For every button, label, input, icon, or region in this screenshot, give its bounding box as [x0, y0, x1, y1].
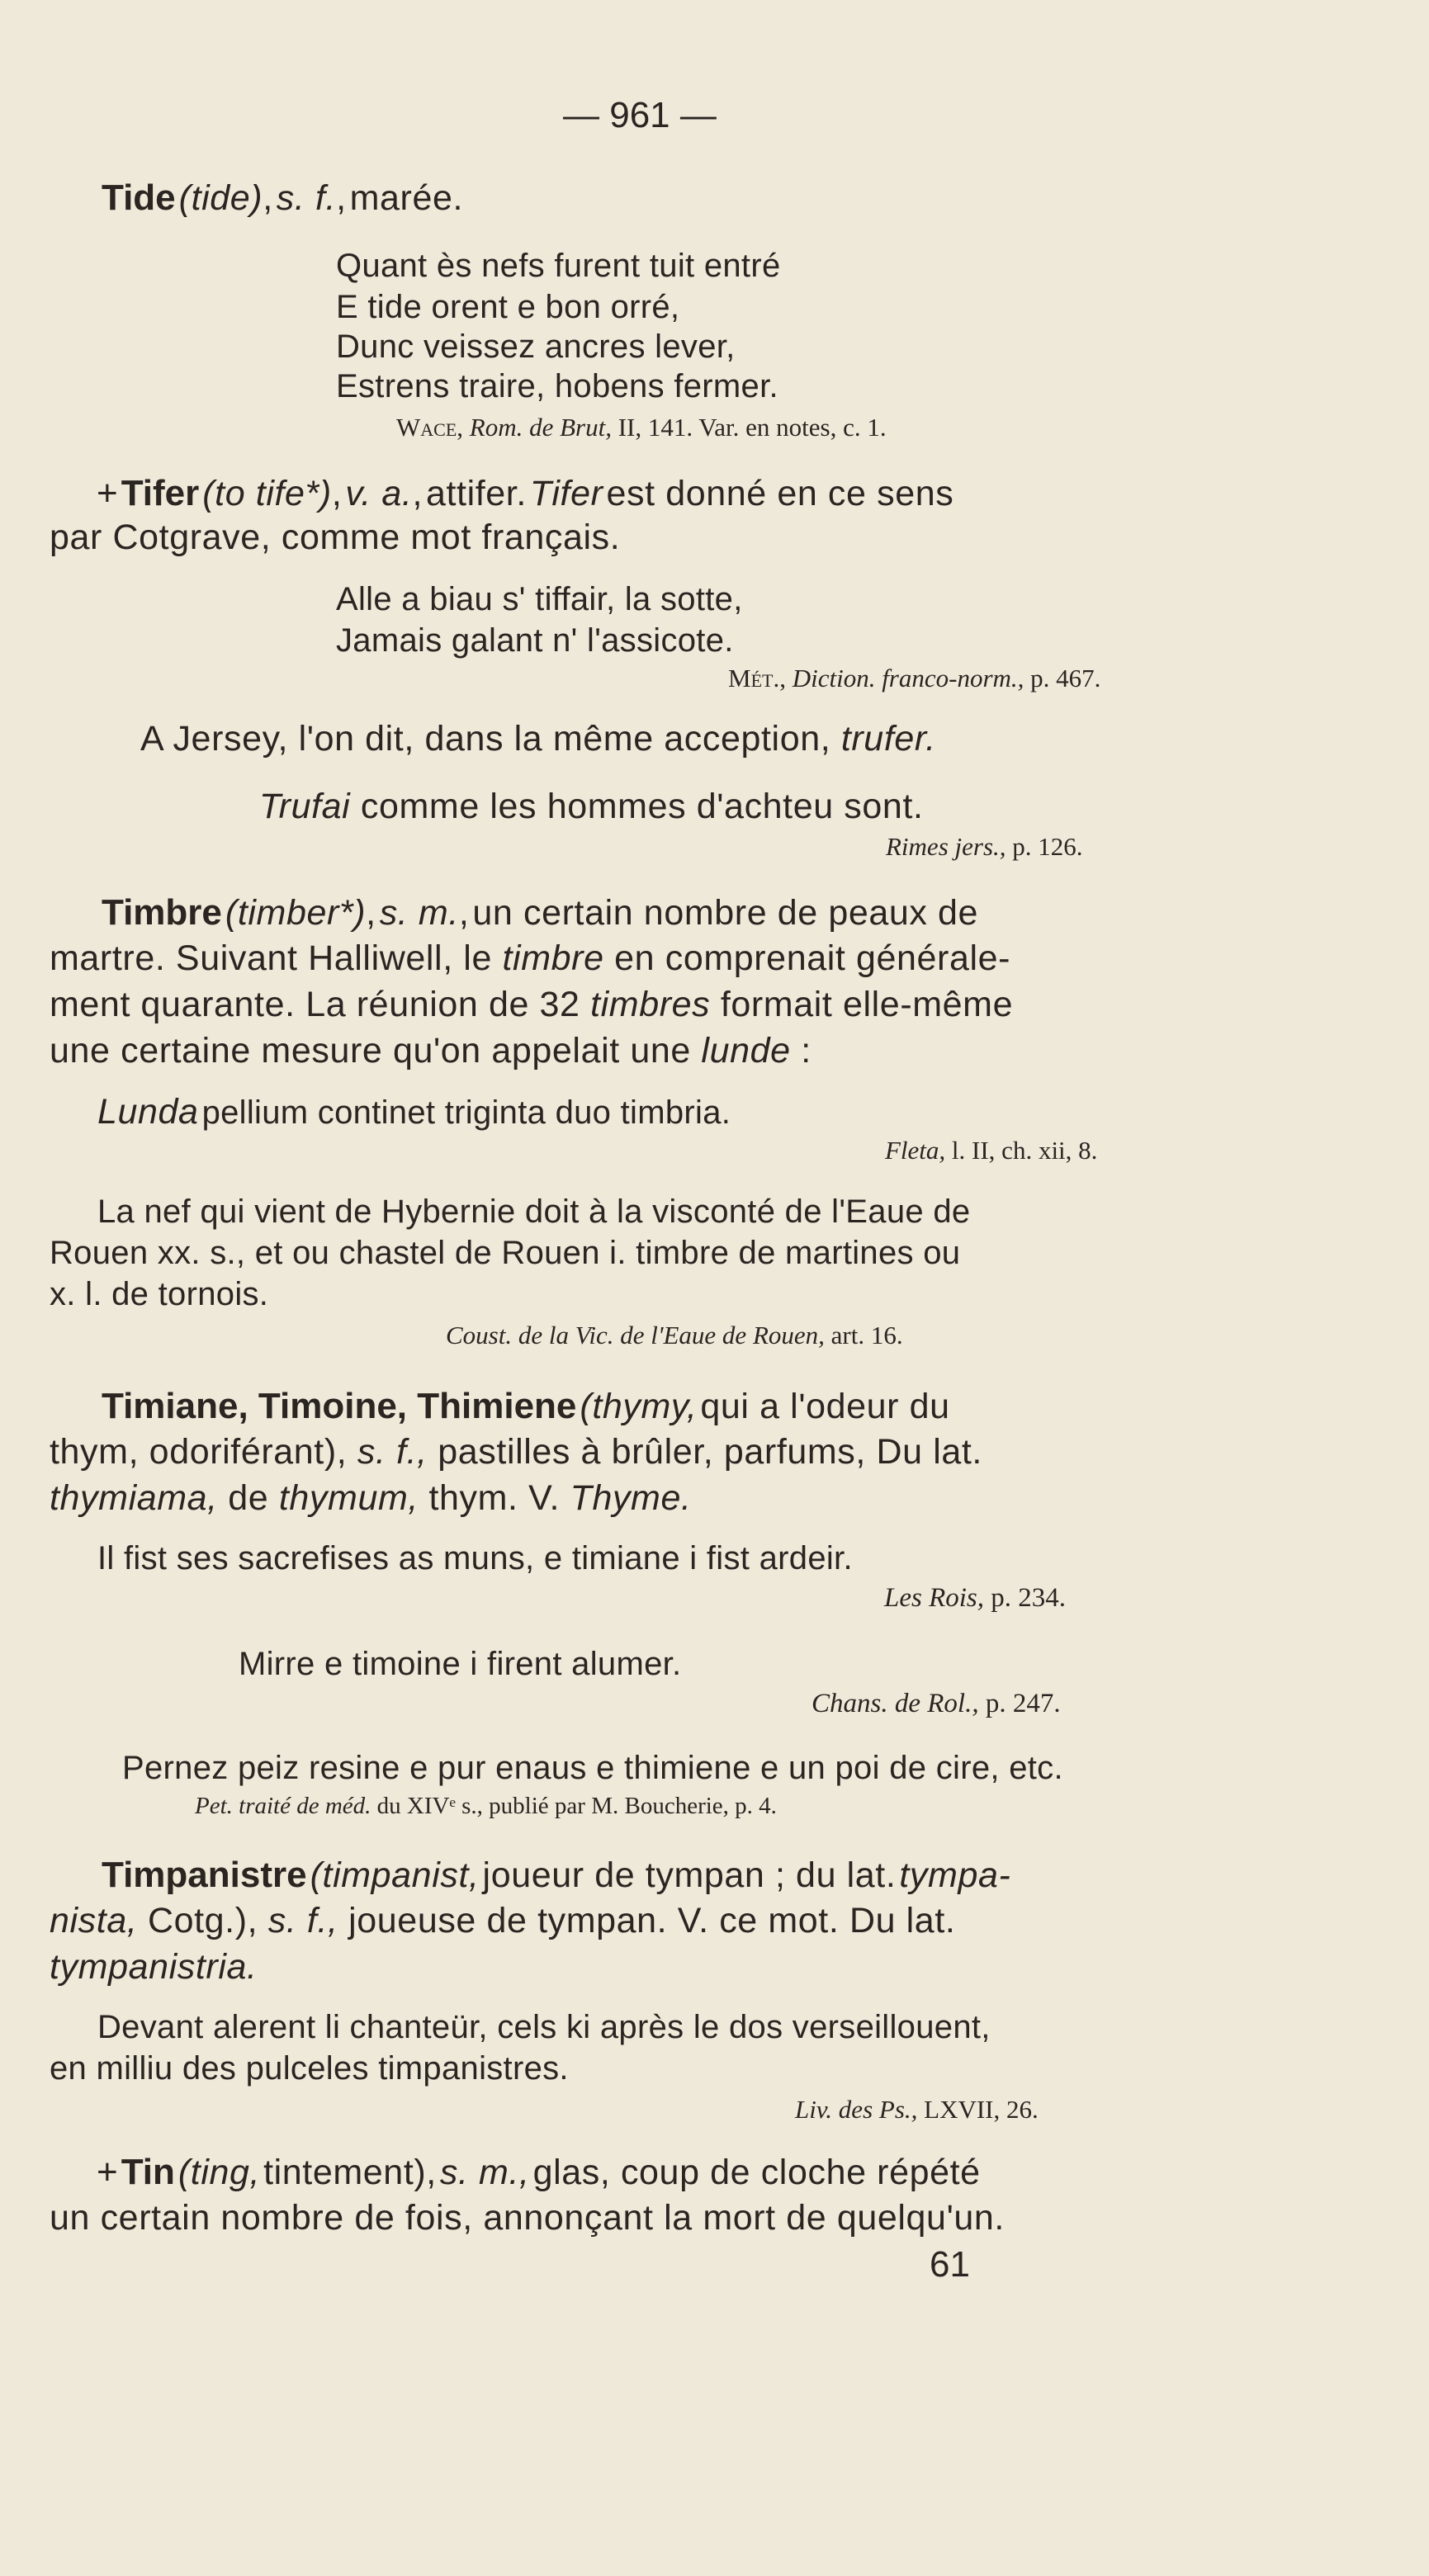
jersey-note: A Jersey, l'on dit, dans la même acception, trufer.: [140, 719, 936, 759]
quote-line: Mirre e timoine i firent alumer.: [239, 1646, 682, 1682]
headword-tin: Tin: [121, 2152, 175, 2192]
quote-line: Pernez peiz resine e pur enaus e thimiene e un poi de cire, etc.: [122, 1750, 1063, 1786]
quote-line: Jamais galant n' l'assicote.: [336, 622, 734, 659]
definition-line: par Cotgrave, comme mot français.: [50, 518, 621, 557]
source-citation: Pet. traité de méd. du XIVᵉ s., publié par M. Boucherie, p. 4.: [195, 1793, 777, 1819]
definition-line: tympanistria.: [50, 1947, 258, 1987]
entry-timpanistre-header: Timpanistre (timpanist, joueur de tympan ; du lat. tympa-: [102, 1855, 1011, 1895]
quote-line: Estrens traire, hobens fermer.: [336, 368, 778, 404]
source-citation: Chans. de Rol., p. 247.: [812, 1689, 1061, 1718]
etymology: (tide): [178, 178, 263, 218]
definition-line: une certaine mesure qu'on appelait une lunde :: [50, 1031, 812, 1071]
quote-line: Dunc veissez ancres lever,: [336, 328, 736, 365]
quote-line: Rouen xx. s., et ou chastel de Rouen i. timbre de martines ou: [50, 1235, 961, 1271]
quote-line: Quant ès nefs furent tuit entré: [336, 248, 781, 284]
headword-timiane: Timiane, Timoine, Thimiene: [102, 1386, 577, 1426]
definition: marée.: [349, 178, 464, 218]
headword-timbre: Timbre: [102, 892, 222, 933]
entry-tide-header: Tide (tide), s. f., marée.: [102, 177, 464, 218]
definition-line: nista, Cotg.), s. f., joueuse de tympan. V. ce mot. Du lat.: [50, 1901, 956, 1940]
grammar-tag: s. f.: [276, 178, 337, 218]
source-citation: Fleta, l. II, ch. xii, 8.: [885, 1136, 1098, 1165]
definition-line: martre. Suivant Halliwell, le timbre en comprenait générale-: [50, 938, 1011, 978]
quote-line: Trufai comme les hommes d'achteu sont.: [259, 787, 924, 826]
headword-tifer: Tifer: [121, 473, 200, 513]
page-number: — 961 —: [563, 95, 717, 135]
entry-timiane-header: Timiane, Timoine, Thimiene (thymy, qui a l'odeur du: [102, 1386, 950, 1426]
entry-tin-header: + Tin (ting, tintement), s. m., glas, coup de cloche répété: [97, 2152, 981, 2192]
source-citation: Coust. de la Vic. de l'Eaue de Rouen, art. 16.: [446, 1321, 903, 1349]
addition-mark: +: [97, 2152, 118, 2192]
definition-line: ment quarante. La réunion de 32 timbres formait elle-même: [50, 985, 1014, 1024]
source-citation: Liv. des Ps., LXVII, 26.: [795, 2095, 1039, 2124]
source-citation: Wace, Rom. de Brut, II, 141. Var. en notes, c. 1.: [396, 413, 887, 442]
source-citation: Les Rois, p. 234.: [884, 1583, 1067, 1613]
definition-line: un certain nombre de fois, annonçant la mort de quelqu'un.: [50, 2198, 1005, 2238]
quote-line: Alle a biau s' tiffair, la sotte,: [336, 581, 743, 617]
addition-mark: +: [97, 473, 118, 513]
quote-line: x. l. de tornois.: [50, 1276, 269, 1312]
quote-line: E tide orent e bon orré,: [336, 289, 680, 325]
quote-line: en milliu des pulceles timpanistres.: [50, 2050, 569, 2087]
definition-line: thym, odoriférant), s. f., pastilles à brûler, parfums, Du lat.: [50, 1432, 982, 1472]
entry-tifer-header: + Tifer (to tife*), v. a., attifer. Tifer est donné en ce sens: [97, 473, 954, 513]
signature-mark: 61: [930, 2244, 970, 2285]
quote-line: Il fist ses sacrefises as muns, e timiane i fist ardeir.: [97, 1540, 853, 1576]
quote-line: La nef qui vient de Hybernie doit à la visconté de l'Eaue de: [97, 1193, 971, 1230]
headword-timpanistre: Timpanistre: [102, 1855, 307, 1895]
definition-line: thymiama, de thymum, thym. V. Thyme.: [50, 1478, 692, 1518]
source-citation: Mét., Diction. franco-norm., p. 467.: [728, 664, 1101, 692]
headword-tide: Tide: [102, 177, 176, 218]
entry-timbre-header: Timbre (timber*), s. m., un certain nombre de peaux de: [102, 892, 979, 933]
quote-line: Devant alerent li chanteür, cels ki après le dos verseillouent,: [97, 2009, 991, 2045]
quote-line: Lunda pellium continet triginta duo timbria.: [97, 1092, 731, 1132]
source-citation: Rimes jers., p. 126.: [886, 832, 1083, 861]
